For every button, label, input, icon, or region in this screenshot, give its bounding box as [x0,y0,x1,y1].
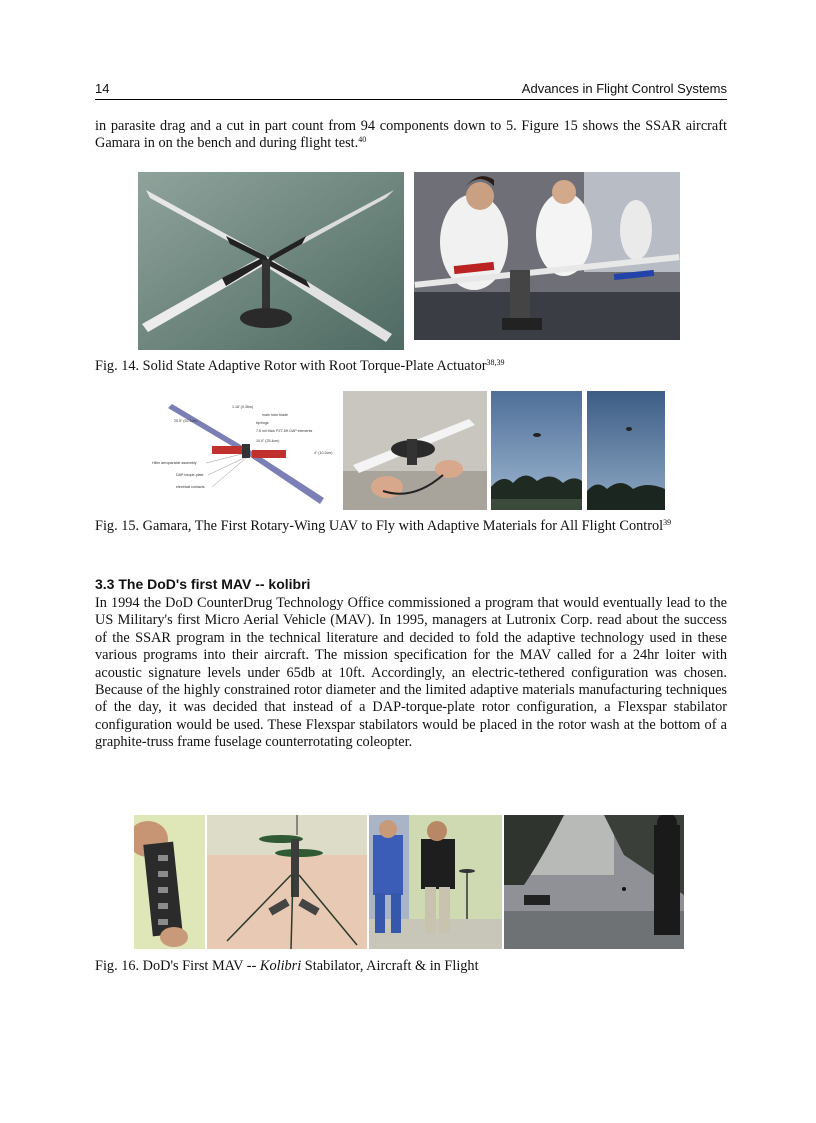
fig15-flight-photo-1 [491,391,582,510]
diagram-label: DAP torque-plate [176,473,204,477]
section-heading: 3.3 The DoD's first MAV -- kolibri [95,576,311,592]
fig16-aircraft-photo [207,815,367,949]
diagram-label: main rotor blade [262,413,288,417]
diagram-label: electrical contacts [176,485,205,489]
section-body: In 1994 the DoD CounterDrug Technology Office commissioned a program that would eventually lead to the US Military's first Micro Aerial Vehicle (MAV). In 1995, managers at Lutronix Corp. read about the success of the SSAR program in the technical literature and decided to fold the adaptive technology used in these various programs into their aircraft. The mission specification for the MAV called for a 24hr loiter with acoustic signature levels under 65db at 10ft. Accordingly, an electric-tethered configuration was chosen. Because of the highly constrained rotor diameter and the limited adaptive materials manufacturing techniques of the day, it was decided that instead of a DAP-torque-plate rotor configuration, a Flexspar stabilator configuration would be used. These Flexspar stabilators would be placed in the rotor wash at the bottom of a graphite-truss frame fuselage counterrotating coleopter. [95,595,727,751]
fig14-rotor-photo [138,172,404,350]
intro-citation: 40 [358,135,367,145]
fig16-caption: Fig. 16. DoD's First MAV -- Kolibri Stabilator, Aircraft & in Flight [95,958,479,974]
fig15-citation: 39 [663,518,672,527]
running-title: Advances in Flight Control Systems [521,81,727,96]
fig15-caption: Fig. 15. Gamara, The First Rotary-Wing UAV to Fly with Adaptive Materials for All Flight Control$^{39}$ [95,518,672,534]
intro-paragraph [95,118,727,153]
fig14-caption: Fig. 14. Solid State Adaptive Rotor with Root Torque-Plate Actuator$^{38,39}$ [95,358,505,374]
fig15-bench-photo [343,391,487,510]
page-number: 14 [95,81,110,96]
intro-text: in parasite drag and a cut in part count from 94 components down to 5. Figure 15 shows the SSAR aircraft Gamara in on the bench and during flight test. [95,118,727,152]
diagram-label: 1.18' (0.36m) [232,405,254,409]
diagram-label: 20.5" (52.1cm) [174,419,198,423]
fig16-stabilator-photo [134,815,205,949]
diagram-label: 10.0" (25.4cm) [256,439,280,443]
fig14-citation: 38,39 [486,358,505,367]
diagram-label: 4" (10.2cm) [314,451,333,455]
diagram-label: 7.6 mil thick PZT-5H DAP elements [256,429,313,433]
diagram-label: Hiller aeroparable assembly [152,461,197,465]
fig16-caption-em: Kolibri [259,958,302,974]
fig14-lab-photo [414,172,680,340]
fig16-flight-photo [504,815,684,949]
diagram-label: tip/rings [256,421,269,425]
fig15-flight-photo-2 [587,391,665,510]
running-header [95,81,727,100]
fig16-people-photo [369,815,502,949]
fig15-rotor-diagram [146,396,336,510]
